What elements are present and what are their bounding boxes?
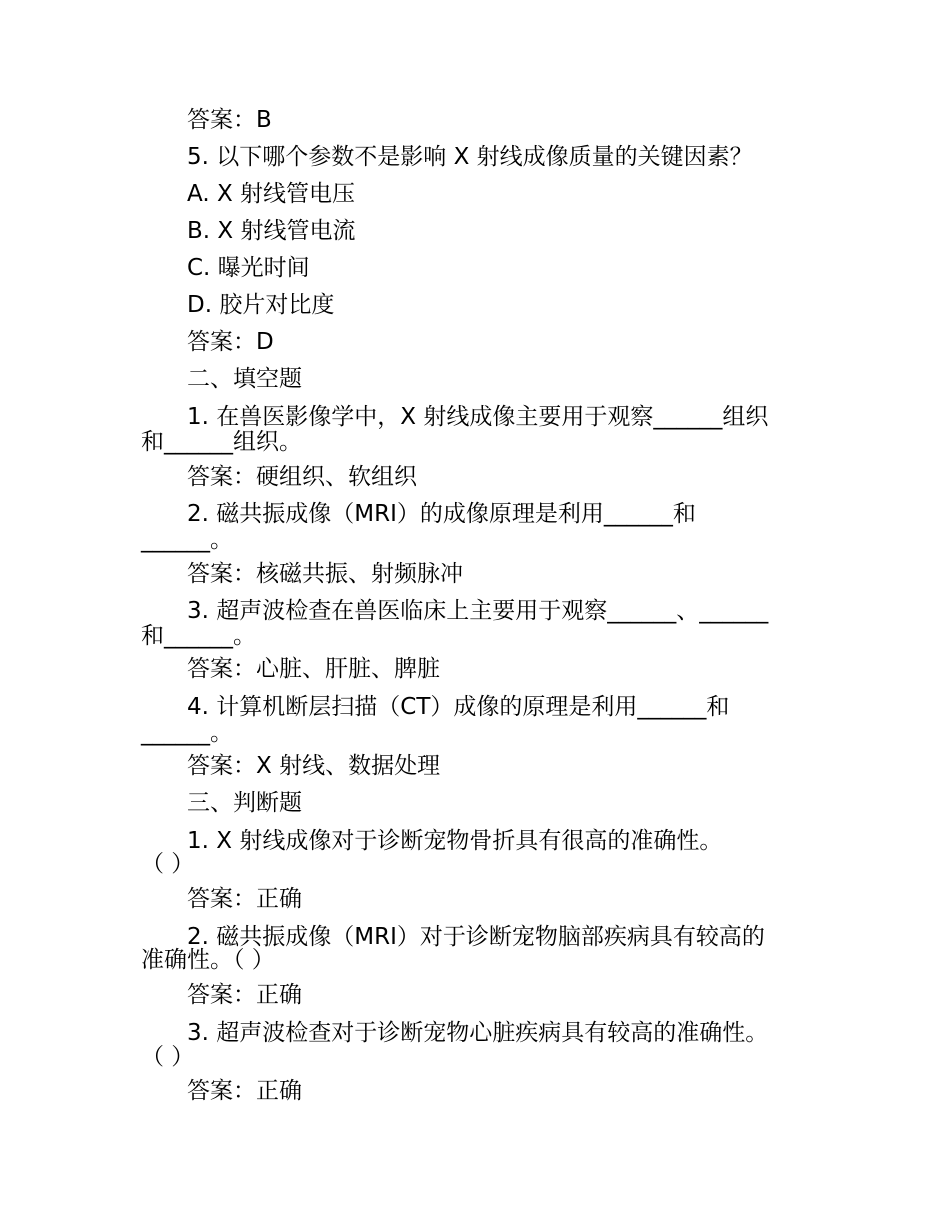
question-continuation: 和______。 <box>141 623 256 649</box>
question-continuation: ______。 <box>141 720 233 746</box>
question-continuation: （ ） <box>141 851 195 877</box>
question-line: 2. 磁共振成像（MRI）对于诊断宠物脑部疾病具有较高的 <box>187 924 765 950</box>
question-continuation: 准确性。（ ） <box>141 947 275 973</box>
question-line: 2. 磁共振成像（MRI）的成像原理是利用______和 <box>187 501 696 527</box>
answer-line: 答案：D <box>187 329 274 355</box>
answer-line: 答案：正确 <box>187 1078 302 1104</box>
question-line: 3. 超声波检查对于诊断宠物心脏疾病具有较高的准确性。 <box>187 1020 769 1046</box>
question-line: 4. 计算机断层扫描（CT）成像的原理是利用______和 <box>187 694 730 720</box>
question-line: 5. 以下哪个参数不是影响 X 射线成像质量的关键因素？ <box>187 144 753 170</box>
answer-line: 答案：核磁共振、射频脉冲 <box>187 561 463 587</box>
question-continuation: （ ） <box>141 1044 195 1070</box>
answer-line: 答案：正确 <box>187 886 302 912</box>
question-line: 3. 超声波检查在兽医临床上主要用于观察______、______ <box>187 598 769 624</box>
answer-line: 答案：硬组织、软组织 <box>187 464 417 490</box>
answer-line: 答案：心脏、肝脏、脾脏 <box>187 656 440 682</box>
answer-line: 答案：X 射线、数据处理 <box>187 753 441 779</box>
section-heading: 二、填空题 <box>187 366 302 392</box>
option-line: D. 胶片对比度 <box>187 292 335 318</box>
answer-line: 答案：B <box>187 107 272 133</box>
option-line: C. 曝光时间 <box>187 255 310 281</box>
answer-line: 答案：正确 <box>187 982 302 1008</box>
question-line: 1. 在兽医影像学中，X 射线成像主要用于观察______组织 <box>187 404 769 430</box>
option-line: A. X 射线管电压 <box>187 181 356 207</box>
question-line: 1. X 射线成像对于诊断宠物骨折具有很高的准确性。 <box>187 828 723 854</box>
question-continuation: 和______组织。 <box>141 429 302 455</box>
section-heading: 三、判断题 <box>187 790 302 816</box>
question-continuation: ______。 <box>141 527 233 553</box>
option-line: B. X 射线管电流 <box>187 218 356 244</box>
